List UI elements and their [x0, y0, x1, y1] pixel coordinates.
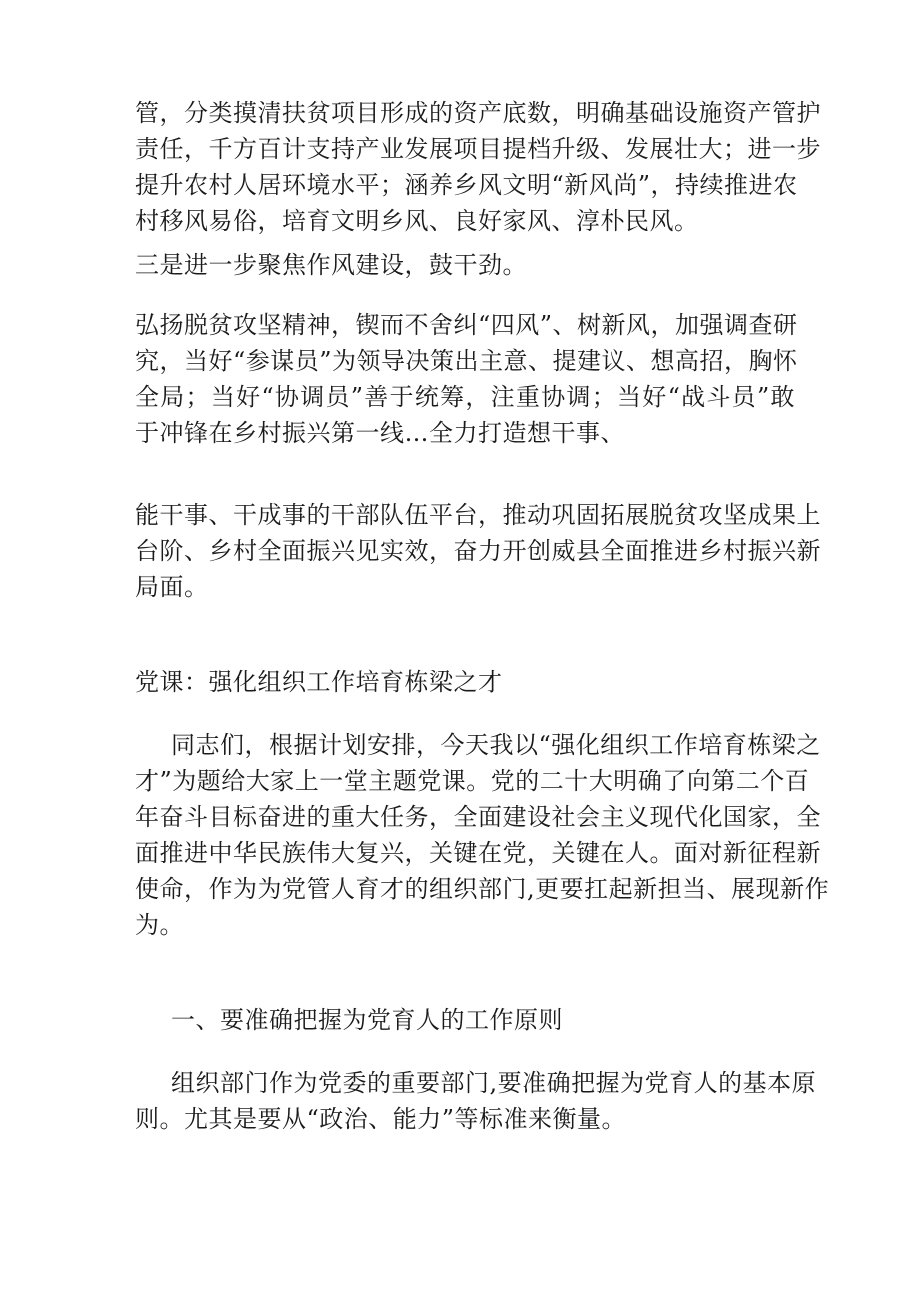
- paragraph-cadre-team: [135, 497, 821, 605]
- text-line: 村移风易俗，培育文明乡风、良好家风、淳朴民风。: [135, 207, 699, 235]
- section-heading-one: [135, 1002, 795, 1038]
- paragraph-asset-management: [135, 95, 821, 239]
- text-line: 提升农村人居环境水平；涵养乡风文明“新风尚”，持续推进农: [135, 171, 798, 199]
- section-heading: 一、要准确把握为党育人的工作原则: [171, 1006, 563, 1034]
- paragraph-style-building-heading: [135, 247, 795, 283]
- text-line: 究，当好“参谋员”为领导决策出主意、提建议、想高招，胸怀: [135, 347, 798, 375]
- text-line: 局面。: [135, 573, 209, 601]
- text-line: 面推进中华民族伟大复兴，关键在党，关键在人。面对新征程新: [135, 839, 821, 867]
- text-line: 三是进一步聚焦作风建设，鼓干劲。: [135, 251, 527, 279]
- page-title: 党课：强化组织工作培育栋梁之才: [135, 668, 503, 696]
- paragraph-poverty-spirit: [135, 307, 798, 451]
- text-line: 台阶、乡村全面振兴见实效，奋力开创威县全面推进乡村振兴新: [135, 537, 821, 565]
- text-line: 管，分类摸清扶贫项目形成的资产底数，明确基础设施资产管护: [135, 99, 821, 127]
- text-line: 全局；当好“协调员”善于统筹，注重协调；当好“战斗员”敢: [135, 383, 795, 411]
- text-line: 使命，作为为党管人育才的组织部门,更要扛起新担当、展现新作: [135, 875, 830, 903]
- paragraph-lesson-intro: [135, 727, 830, 943]
- text-line: 同志们，根据计划安排，今天我以“强化组织工作培育栋梁之: [171, 731, 821, 759]
- text-line: 为。: [135, 911, 184, 939]
- text-line: 于冲锋在乡村振兴第一线…全力打造想干事、: [135, 419, 625, 447]
- text-line: 弘扬脱贫攻坚精神，锲而不舍纠“四风”、树新风，加强调查研: [135, 311, 798, 339]
- text-line: 年奋斗目标奋进的重大任务，全面建设社会主义现代化国家，全: [135, 803, 821, 831]
- lesson-title: [135, 664, 795, 700]
- text-line: 能干事、干成事的干部队伍平台，推动巩固拓展脱贫攻坚成果上: [135, 501, 821, 529]
- paragraph-principles: [135, 1065, 817, 1137]
- text-line: 责任，千方百计支持产业发展项目提档升级、发展壮大；进一步: [135, 135, 821, 163]
- text-line: 组织部门作为党委的重要部门,要准确把握为党育人的基本原: [171, 1069, 817, 1097]
- text-line: 才”为题给大家上一堂主题党课。党的二十大明确了向第二个百: [135, 767, 810, 795]
- text-line: 则。尤其是要从“政治、能力”等标准来衡量。: [135, 1105, 627, 1133]
